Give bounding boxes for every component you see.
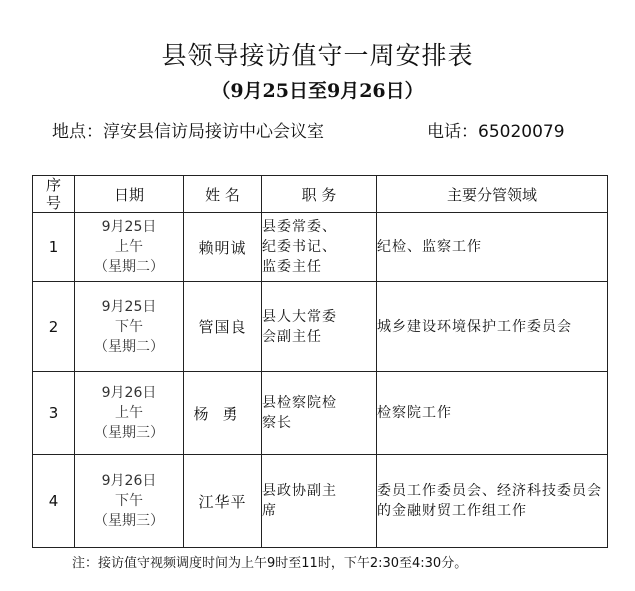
- header-date: 日期: [75, 176, 184, 213]
- row-duty: 委员工作委员会、经济科技委员会的金融财贸工作组工作: [377, 455, 608, 548]
- date-weekday: （星期二）: [94, 338, 164, 355]
- date-weekday: （星期二）: [94, 259, 164, 275]
- document-title: 县领导接访值守一周安排表: [161, 41, 474, 70]
- header-seq-line2: 号: [45, 194, 61, 212]
- date-period: 下午: [115, 493, 143, 509]
- row-name: 管国良: [184, 282, 262, 372]
- position-line: 县人大常委: [262, 308, 337, 325]
- date-day: 9月25日: [101, 298, 157, 315]
- row-seq: 2: [33, 282, 75, 372]
- row-position: [262, 282, 377, 372]
- location-text: 地点：淳安县信访局接访中心会议室: [52, 122, 324, 142]
- table-row: [33, 455, 608, 548]
- position-line: 会副主任: [262, 328, 322, 345]
- position-line: 席: [262, 503, 277, 519]
- table-row: [33, 213, 608, 282]
- header-duty: 主要分管领域: [377, 176, 608, 213]
- row-duty: 纪检、监察工作: [377, 213, 608, 282]
- row-position: [262, 213, 377, 282]
- date-period: 上午: [115, 239, 143, 255]
- row-name: 杨勇: [184, 372, 262, 455]
- position-line: 县委常委、: [262, 219, 337, 235]
- row-position: [262, 455, 377, 548]
- row-date: [75, 282, 184, 372]
- date-period: 下午: [115, 318, 143, 335]
- row-duty: 检察院工作: [377, 372, 608, 455]
- row-seq: 3: [33, 372, 75, 455]
- row-date: [75, 372, 184, 455]
- date-day: 9月25日: [101, 219, 157, 235]
- phone-text: 电话：65020079: [427, 122, 565, 142]
- date-range-subtitle: （9月25日至9月26日）: [211, 80, 424, 102]
- position-line: 县检察院检: [262, 395, 337, 411]
- header-name: 姓 名: [184, 176, 262, 213]
- row-seq: 1: [33, 213, 75, 282]
- row-date: [75, 455, 184, 548]
- row-name: 赖明诚: [184, 213, 262, 282]
- date-weekday: （星期三）: [94, 513, 164, 529]
- table-header-row: [33, 176, 608, 213]
- row-seq: 4: [33, 455, 75, 548]
- location-phone-line: [52, 117, 612, 142]
- header-position: 职 务: [262, 176, 377, 213]
- position-line: 察长: [262, 415, 292, 431]
- date-weekday: （星期三）: [94, 425, 164, 441]
- date-period: 上午: [115, 405, 143, 421]
- table-row: [33, 282, 608, 372]
- position-line: 县政协副主: [262, 483, 337, 499]
- row-position: [262, 372, 377, 455]
- position-line: 纪委书记、: [262, 239, 337, 255]
- date-day: 9月26日: [101, 473, 157, 489]
- header-seq-line1: 序: [45, 176, 61, 194]
- date-day: 9月26日: [101, 385, 157, 401]
- footnote: 注：接访值守视频调度时间为上午9时至11时，下午2:30至4:30分。: [72, 556, 468, 571]
- row-duty: 城乡建设环境保护工作委员会: [377, 282, 608, 372]
- header-seq: [33, 176, 75, 213]
- position-line: 监委主任: [262, 259, 322, 275]
- row-name: 江华平: [184, 455, 262, 548]
- table-row: [33, 372, 608, 455]
- schedule-table: [32, 175, 608, 548]
- row-date: [75, 213, 184, 282]
